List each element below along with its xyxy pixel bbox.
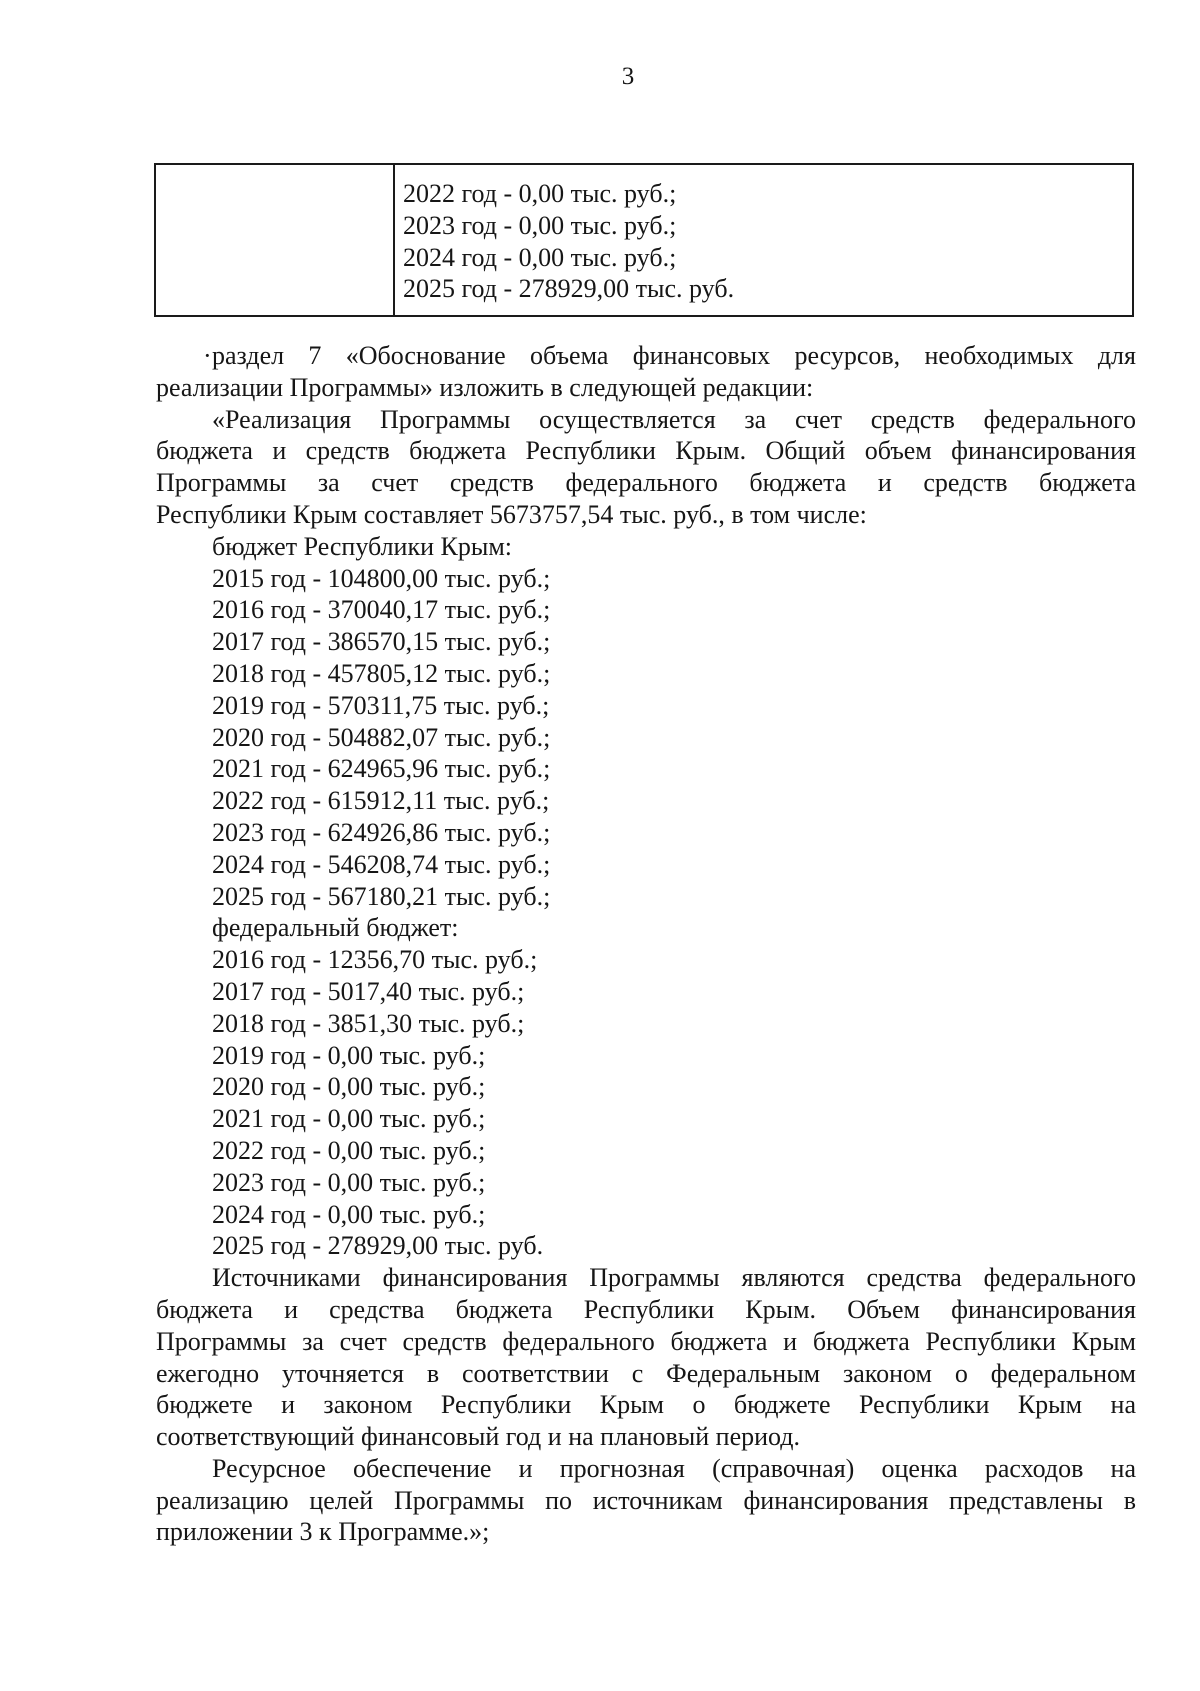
sources-line: ежегодно уточняется в соответствии с Федеральным законом о федеральном — [156, 1358, 1136, 1388]
federal-budget-item: 2017 год - 5017,40 тыс. руб.; — [212, 976, 525, 1006]
quote-line: Республики Крым составляет 5673757,54 тыс. руб., в том числе: — [156, 499, 867, 529]
sources-line: Программы за счет средств федерального бюджета и бюджета Республики Крым — [156, 1326, 1136, 1356]
regional-budget-item: 2017 год - 386570,15 тыс. руб.; — [212, 627, 551, 657]
quote-line: «Реализация Программы осуществляется за счет средств федерального — [212, 404, 1136, 434]
federal-budget-item: 2018 год - 3851,30 тыс. руб.; — [212, 1008, 525, 1038]
federal-budget-item: 2025 год - 278929,00 тыс. руб. — [212, 1231, 544, 1261]
federal-budget-item: 2021 год - 0,00 тыс. руб.; — [212, 1104, 486, 1134]
regional-budget-item: 2023 год - 624926,86 тыс. руб.; — [212, 817, 551, 847]
regional-budget-heading: бюджет Республики Крым: — [212, 531, 513, 561]
regional-budget-item: 2022 год - 615912,11 тыс. руб.; — [212, 786, 550, 816]
federal-budget-heading: федеральный бюджет: — [212, 913, 459, 943]
intro-line: реализации Программы» изложить в следующей редакции: — [156, 372, 814, 402]
table-empty-cell — [156, 165, 395, 315]
sources-line: соответствующий финансовый год и на плановый период. — [156, 1422, 801, 1452]
table-funding-cell — [395, 165, 1132, 315]
sources-line: Источниками финансирования Программы являются средства федерального — [212, 1263, 1136, 1293]
regional-budget-item: 2020 год - 504882,07 тыс. руб.; — [212, 722, 551, 752]
regional-budget-item: 2021 год - 624965,96 тыс. руб.; — [212, 754, 551, 784]
federal-budget-item: 2022 год - 0,00 тыс. руб.; — [212, 1135, 486, 1165]
table-line: 2023 год - 0,00 тыс. руб.; — [403, 210, 677, 240]
regional-budget-item: 2016 год - 370040,17 тыс. руб.; — [212, 595, 551, 625]
funding-table — [154, 163, 1134, 317]
regional-budget-item: 2019 год - 570311,75 тыс. руб.; — [212, 690, 550, 720]
federal-budget-item: 2023 год - 0,00 тыс. руб.; — [212, 1167, 486, 1197]
resources-line: Ресурсное обеспечение и прогнозная (справочная) оценка расходов на — [212, 1453, 1136, 1483]
federal-budget-item: 2019 год - 0,00 тыс. руб.; — [212, 1040, 486, 1070]
table-line: 2022 год - 0,00 тыс. руб.; — [403, 179, 677, 208]
resources-line: реализацию целей Программы по источникам финансирования представлены в — [156, 1485, 1136, 1515]
regional-budget-item: 2024 год - 546208,74 тыс. руб.; — [212, 849, 551, 879]
page-number: 3 — [621, 63, 635, 90]
section-body — [156, 340, 1136, 1548]
sources-line: бюджета и средства бюджета Республики Крым. Объем финансирования — [156, 1294, 1136, 1324]
margin-dot: · — [203, 341, 212, 370]
table-line: 2024 год - 0,00 тыс. руб.; — [403, 242, 677, 272]
resources-line: приложении 3 к Программе.»; — [156, 1517, 490, 1547]
table-line: 2025 год - 278929,00 тыс. руб. — [403, 274, 735, 304]
regional-budget-item: 2015 год - 104800,00 тыс. руб.; — [212, 563, 551, 593]
sources-line: бюджете и законом Республики Крым о бюджете Республики Крым на — [156, 1390, 1136, 1420]
regional-budget-item: 2025 год - 567180,21 тыс. руб.; — [212, 881, 551, 911]
federal-budget-item: 2024 год - 0,00 тыс. руб.; — [212, 1199, 486, 1229]
regional-budget-item: 2018 год - 457805,12 тыс. руб.; — [212, 658, 551, 688]
federal-budget-item: 2016 год - 12356,70 тыс. руб.; — [212, 945, 538, 975]
quote-line: Программы за счет средств федерального бюджета и средств бюджета — [156, 468, 1136, 498]
quote-line: бюджета и средств бюджета Республики Крым. Общий объем финансирования — [156, 436, 1136, 466]
intro-line: раздел 7 «Обоснование объема финансовых ресурсов, необходимых для — [212, 341, 1136, 370]
federal-budget-item: 2020 год - 0,00 тыс. руб.; — [212, 1072, 486, 1102]
